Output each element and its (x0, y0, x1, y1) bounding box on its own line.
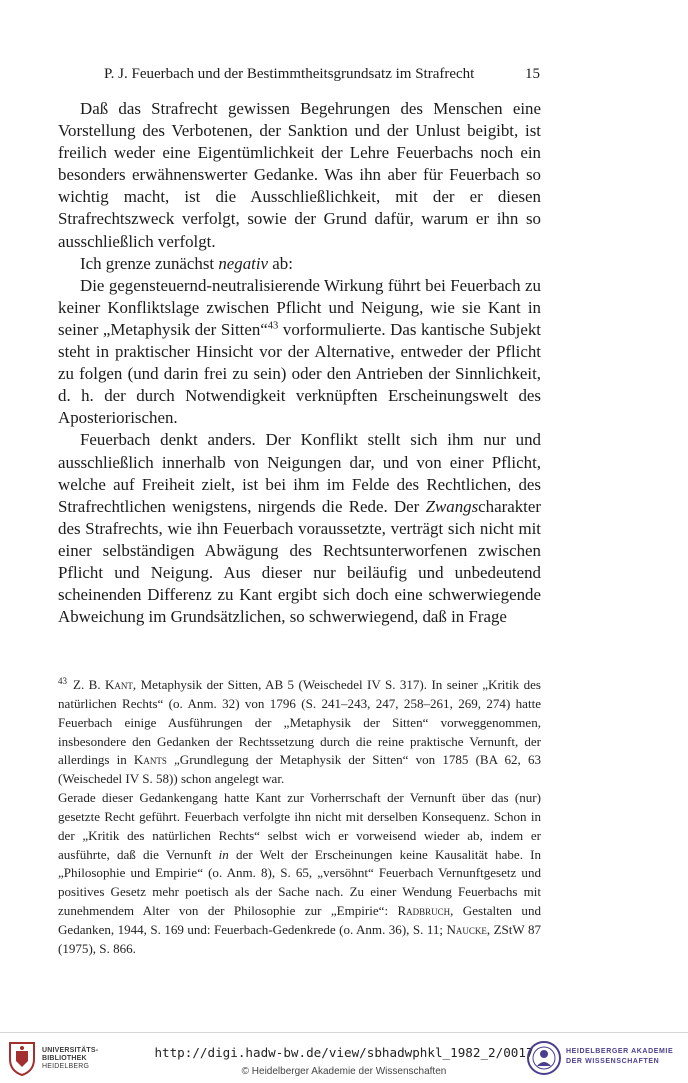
paragraph-2: Ich grenze zunächst negativ ab: (80, 253, 293, 273)
academy-seal-icon (526, 1039, 562, 1077)
footer-bar (0, 1032, 688, 1083)
paragraph-3: Die gegensteuernd-neutralisierende Wirkung führt bei Feuerbach zu keiner Konfliktslage zwischen Pflicht und Neigung, wie sie Kant in seiner „Metaphysik der Sitten“$^{43}$ vorformulierte. Das kantische Subjekt steht in praktischer Hinsicht vor der Alternative, entweder der Pflicht zu folgen (und darin frei zu sein) oder den Antrieben der Sinnlichkeit, d. h. der durch Notwendigkeit verknüpften Erscheinungswelt des Aposteriorischen. (58, 275, 541, 428)
emphasis-zwangs: Zwangs (425, 496, 479, 516)
academy-label: HEIDELBERGER AKADEMIE DER WISSENSCHAFTEN (566, 1048, 674, 1065)
author-kants: Kants (133, 752, 167, 768)
footnote-number: 43 (58, 675, 67, 686)
page-header (104, 64, 540, 84)
footnotes (58, 676, 541, 959)
academy-logo[interactable] (526, 1039, 684, 1077)
university-library-label: UNIVERSITÄTS- BIBLIOTHEK HEIDELBERG (42, 1047, 99, 1070)
paragraph-1: Daß das Strafrecht gewissen Begehrungen des Menschen eine Vorstellung des Verbotenen, der Sanktion und der Unlust beigibt, ist freilich weder eine Eigentümlichkeit der Lehre Feuerbachs noch ein besonders erwähnenswerter Gedanke. Was ihn aber für Feuerbach so wichtig macht, ist die Ausschließlichkeit, mit der er diesen Strafrechtszweck verfolgt, sowie der Grund dafür, warum er ihn so ausschließlich verfolgt. (58, 99, 541, 251)
emphasis-in: in (218, 846, 229, 862)
footnote-43-continuation: Gerade dieser Gedankengang hatte Kant zur Vorherrschaft der Vernunft über das (nur) gesetzte Recht geführt. Feuerbach verfolgte ihn nicht mit derselben Konsequenz. Schon in der „Kritik des natürlichen Rechts“ selbst wich er vorweisend wieder ab, indem er ausführte, daß die Vernunft in der Welt der Erscheinungen keine Kausalität habe. In „Philosophie und Empirie“ (o. Anm. 8), S. 65, „versöhnt“ Feuerbach Vernunftgesetz und positives Gesetz mehr poetisch als der Sache nach. Zu einer Wendung Feuerbachs mit zunehmendem Alter von der Philosophie zur „Empirie“: Radbruch, Gestalten und Gedanken, 1944, S. 169 und: Feuerbach-Gedenkrede (o. Anm. 36), S. 11; Naucke, ZStW 87 (1975), S. 866. (58, 790, 541, 956)
author-kant: Kant (105, 677, 133, 692)
body-text (58, 98, 541, 628)
emphasis-negativ: negativ (218, 253, 269, 273)
running-title: P. J. Feuerbach und der Bestimmtheitsgrundsatz im Strafrecht (104, 66, 475, 82)
author-naucke: Naucke (446, 921, 487, 937)
paragraph-4: Feuerbach denkt anders. Der Konflikt stellt sich ihm nur und ausschließlich innerhalb von Neigungen dar, und von einer Pflicht, welche auf Freiheit zielt, ist bei ihm im Felde des Rechtlichen, des Strafrechtlichen wenigstens, nirgends die Rede. Der Zwangscharakter des Strafrechts, wie ihn Feuerbach voraussetzte, verträgt sich nicht mit einer selbständigen Abwägung des Rechtsunterworfenen zwischen Pflicht und Neigung. Aus dieser nur beiläufig und unbedeutend scheinenden Differenz zu Kant ergibt sich doch eine schwerwiegende Abweichung im Grundsätzlichen, so schwerwiegend, daß in Frage (58, 430, 541, 627)
author-radbruch: Radbruch (397, 903, 451, 919)
page-number: 15 (525, 66, 540, 82)
footnote-reference-43[interactable]: 43 (267, 320, 279, 332)
permalink-url[interactable]: http://digi.hadw-bw.de/view/sbhadwphkl_1982_2/0017 (154, 1045, 534, 1060)
footnote-43: $^{43}$ Z. B. Kant, Metaphysik der Sitten, AB 5 (Weischedel IV S. 317). In seiner „Kritik des natürlichen Rechts“ (o. Anm. 32) von 1796 (S. 241–243, 247, 258–261, 269, 274) hatte Feuerbach einige Ausführungen der „Metaphysik der Sitten“ vorweggenommen, insbesondere den Gedanken der Rechtssetzung durch die reine praktische Vernunft, der allerdings in Kants „Grundlegung der Metaphysik der Sitten“ von 1785 (BA 62, 63 (Weischedel IV S. 58)) schon angelegt war. (58, 675, 542, 787)
copyright-notice: © Heidelberger Akademie der Wissenschaften (241, 1066, 447, 1077)
